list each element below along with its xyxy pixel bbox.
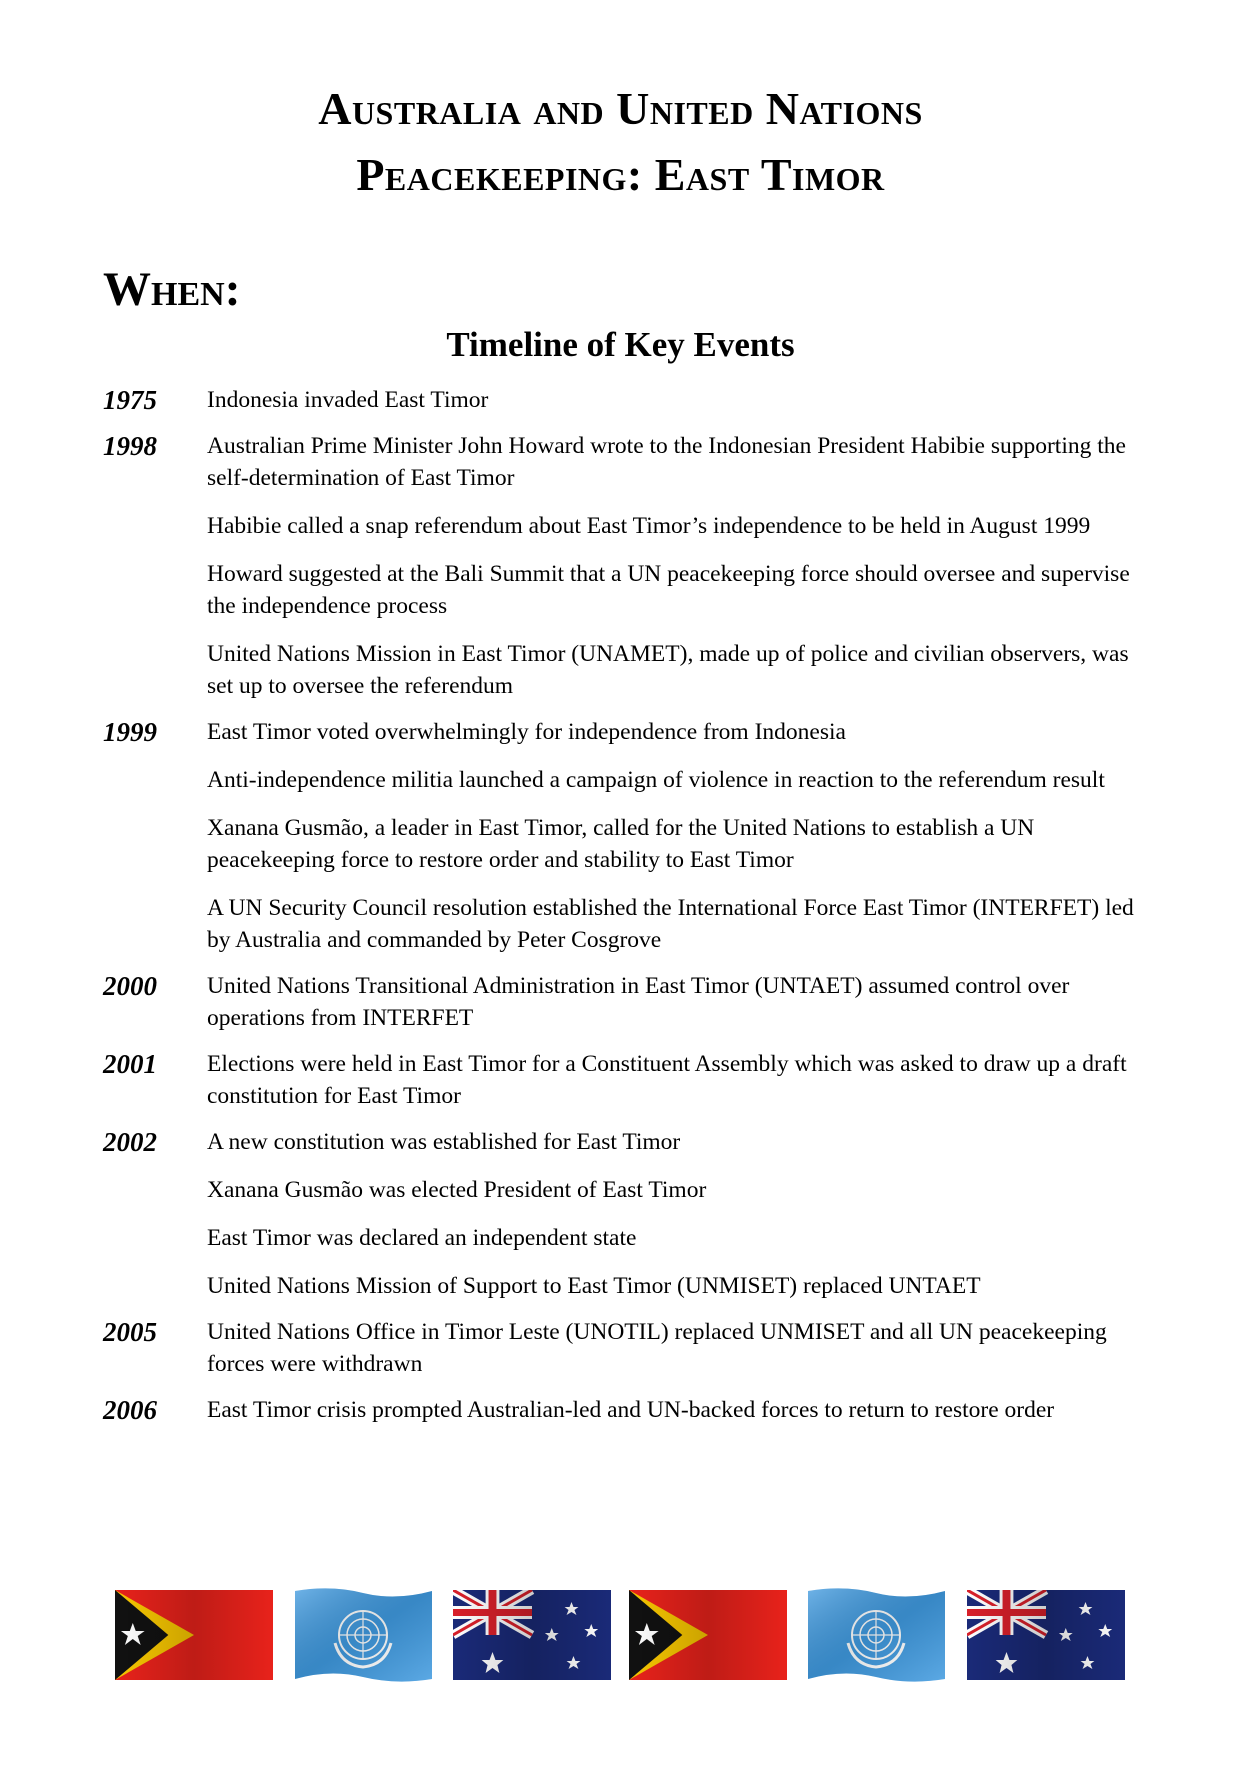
timeline (103, 384, 1143, 1440)
timeline-event: A new constitution was established for East Timor (207, 1129, 681, 1155)
timeline-year: 2005 (103, 1317, 157, 1347)
timeline-event: East Timor voted overwhelmingly for independence from Indonesia (207, 719, 846, 745)
timeline-year-group (103, 1316, 1143, 1380)
timeline-year-group (103, 1126, 1143, 1302)
page-title (0, 76, 1241, 208)
timeline-event: East Timor was declared an independent state (207, 1225, 637, 1251)
timeline-events (207, 1126, 1143, 1302)
east-timor-flag-icon (629, 1590, 787, 1680)
timeline-events (207, 1394, 1143, 1426)
timeline-year: 1999 (103, 717, 157, 747)
timeline-events (207, 430, 1143, 702)
timeline-events (207, 970, 1143, 1034)
timeline-year-group (103, 430, 1143, 702)
timeline-year-group (103, 384, 1143, 416)
australia-flag-icon (967, 1590, 1125, 1680)
united-nations-flag-icon (291, 1585, 436, 1685)
timeline-event: Xanana Gusmão, a leader in East Timor, called for the United Nations to establish a UN peacekeeping force to restore order and stability to East Timor (207, 815, 1035, 873)
timeline-event: Elections were held in East Timor for a Constituent Assembly which was asked to draw up a draft constitution for East Timor (207, 1051, 1127, 1109)
timeline-year: 2000 (103, 971, 157, 1001)
timeline-event: Indonesia invaded East Timor (207, 387, 489, 413)
section-heading: When: (103, 263, 241, 316)
page-title-line-2: Peacekeeping: East Timor (356, 149, 885, 200)
timeline-event: United Nations Mission of Support to East Timor (UNMISET) replaced UNTAET (207, 1273, 981, 1299)
timeline-event: Australian Prime Minister John Howard wrote to the Indonesian President Habibie supporting the self-determination of East Timor (207, 433, 1126, 491)
east-timor-flag-icon (115, 1590, 273, 1680)
timeline-event: Habibie called a snap referendum about East Timor’s independence to be held in August 1999 (207, 513, 1091, 539)
timeline-events (207, 1316, 1143, 1380)
timeline-event: United Nations Office in Timor Leste (UNOTIL) replaced UNMISET and all UN peacekeeping forces were withdrawn (207, 1319, 1107, 1377)
timeline-event: Howard suggested at the Bali Summit that a UN peacekeeping force should oversee and supervise the independence process (207, 561, 1130, 619)
timeline-events (207, 1048, 1143, 1112)
timeline-year: 2002 (103, 1127, 157, 1157)
timeline-year: 1975 (103, 385, 157, 415)
timeline-year-group (103, 1048, 1143, 1112)
timeline-year: 2006 (103, 1395, 157, 1425)
australia-flag-icon (453, 1590, 611, 1680)
united-nations-flag-icon (804, 1585, 949, 1685)
page-title-line-1: Australia and United Nations (318, 83, 923, 134)
timeline-event: East Timor crisis prompted Australian-led and UN-backed forces to return to restore order (207, 1397, 1055, 1423)
timeline-year-group (103, 1394, 1143, 1426)
timeline-year: 2001 (103, 1049, 157, 1079)
timeline-events (207, 716, 1143, 956)
timeline-title: Timeline of Key Events (446, 325, 795, 364)
timeline-year: 1998 (103, 431, 157, 461)
timeline-event: A UN Security Council resolution established the International Force East Timor (INTERFET) led by Australia and commanded by Peter Cosgrove (207, 895, 1134, 953)
timeline-event: Xanana Gusmão was elected President of East Timor (207, 1177, 707, 1203)
timeline-event: Anti-independence militia launched a campaign of violence in reaction to the referendum result (207, 767, 1105, 793)
timeline-year-group (103, 716, 1143, 956)
timeline-year-group (103, 970, 1143, 1034)
flag-row (115, 1580, 1125, 1690)
timeline-event: United Nations Transitional Administration in East Timor (UNTAET) assumed control over operations from INTERFET (207, 973, 1070, 1031)
timeline-event: United Nations Mission in East Timor (UNAMET), made up of police and civilian observers, was set up to oversee the referendum (207, 641, 1129, 699)
timeline-events (207, 384, 1143, 416)
